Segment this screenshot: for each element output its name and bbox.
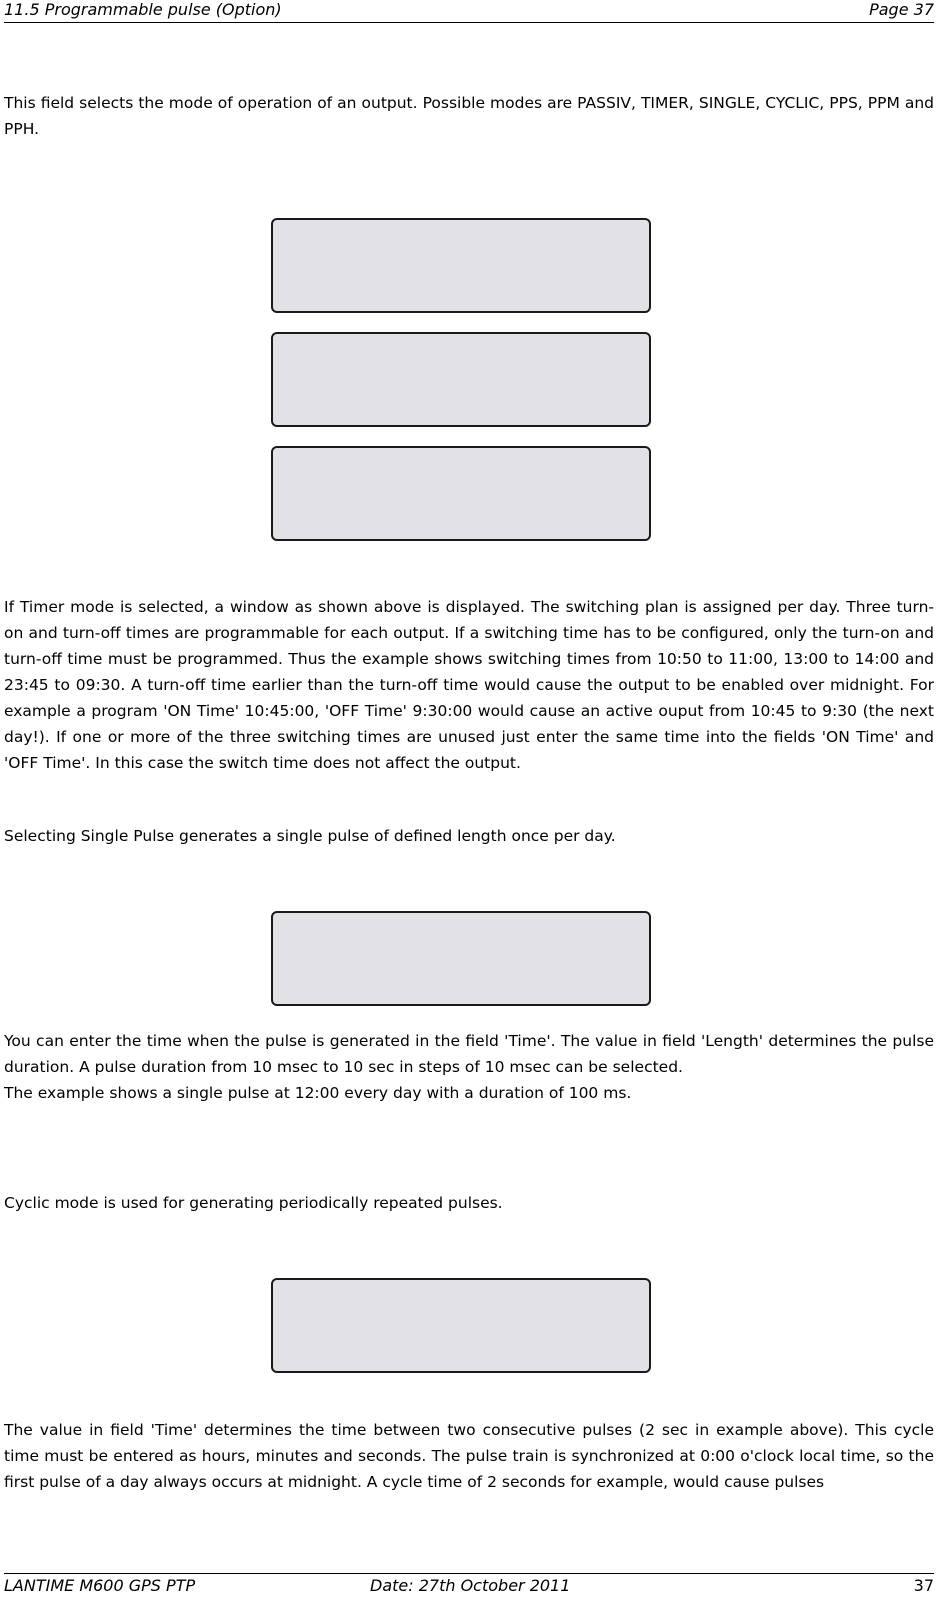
header-page-label: Page 37	[869, 0, 934, 19]
lcd-display-timer-2	[271, 332, 651, 427]
cyclic-intro-paragraph: Cyclic mode is used for generating periodically repeated pulses.	[4, 1194, 503, 1212]
footer-page-number: 37	[913, 1576, 934, 1595]
header-section-title: 11.5 Programmable pulse (Option)	[4, 0, 282, 19]
timer-mode-paragraph: If Timer mode is selected, a window as shown above is displayed. The switching plan is assigned per day. Three turn-on and turn-off times are programmable for each output. If a switching time has to be configured, only the turn-on and turn-off time must be programmed. Thus the example shows switching times from 10:50 to 11:00, 13:00 to 14:00 and 23:45 to 09:30. A turn-off time earlier than the turn-off time would cause the output to be enabled over midnight. For example a program 'ON Time' 10:45:00, 'OFF Time' 9:30:00 would cause an active ouput from 10:45 to 9:30 (the next day!). If one or more of the three switching times are unused just enter the same time into the fields 'ON Time' and 'OFF Time'. In this case the switch time does not affect the output.	[4, 598, 934, 772]
footer-date: Date: 27th October 2011	[370, 1576, 571, 1595]
mode-intro-paragraph: This field selects the mode of operation of an output. Possible modes are PASSIV, TIMER, SINGLE, CYCLIC, PPS, PPM and PPH.	[4, 94, 934, 138]
lcd-display-single-pulse	[271, 911, 651, 1006]
running-footer	[4, 1573, 934, 1598]
lcd-display-timer-1	[271, 218, 651, 313]
single-pulse-detail-paragraph: You can enter the time when the pulse is generated in the field 'Time'. The value in field 'Length' determines the pulse duration. A pulse duration from 10 msec to 10 sec in steps of 10 msec can be selected.	[4, 1032, 934, 1076]
footer-product-name: LANTIME M600 GPS PTP	[4, 1576, 196, 1595]
lcd-display-timer-3	[271, 446, 651, 541]
single-pulse-intro-paragraph: Selecting Single Pulse generates a single pulse of defined length once per day.	[4, 827, 616, 845]
cyclic-detail-paragraph: The value in field 'Time' determines the time between two consecutive pulses (2 sec in example above). This cycle time must be entered as hours, minutes and seconds. The pulse train is synchronized at 0:00 o'clock local time, so the first pulse of a day always occurs at midnight. A cycle time of 2 seconds for example, would cause pulses	[4, 1421, 934, 1491]
single-pulse-example-paragraph: The example shows a single pulse at 12:00 every day with a duration of 100 ms.	[4, 1084, 632, 1102]
lcd-display-cyclic	[271, 1278, 651, 1373]
running-header	[4, 0, 934, 23]
